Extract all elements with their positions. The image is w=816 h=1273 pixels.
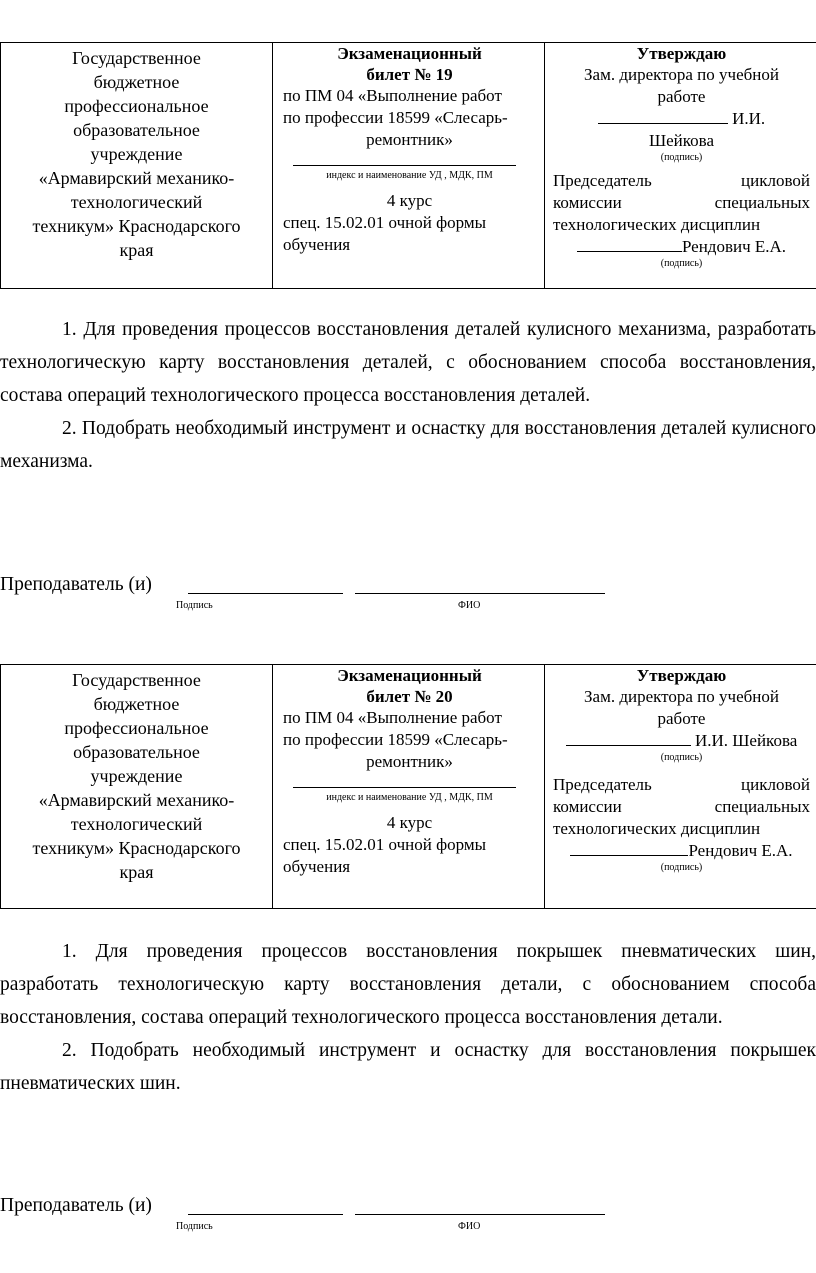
subject-line: по профессии 18599 «Слесарь- <box>283 108 508 127</box>
course: 4 курс <box>386 191 433 210</box>
signature-caption: (подпись) <box>660 752 703 763</box>
ticket-number: билет № 20 <box>366 687 453 706</box>
index-caption: индекс и наименование УД , МДК, ПМ <box>326 792 493 803</box>
chair-signature-line: Рендович Е.А. <box>553 236 810 258</box>
ticket-info-cell <box>273 665 545 909</box>
index-underline <box>293 787 516 788</box>
teacher-label: Преподаватель (и) <box>0 1195 152 1216</box>
task-item: 1. Для проведения процессов восстановления покрышек пневматических шин, разработать технологическую карту восстановления детали, с обоснованием способа восстановления, состава операций технологического процесса восстановления детали. <box>0 941 816 1028</box>
approve-heading: Утверждаю <box>636 666 727 685</box>
study-form: обучения <box>283 857 351 876</box>
chair-title: Председатель цикловой <box>553 775 810 794</box>
subject-line: ремонтник» <box>366 752 453 771</box>
deputy-title: работе <box>657 709 706 728</box>
chair-title: технологических дисциплин <box>553 215 761 234</box>
deputy-signature-line: И.И. <box>553 108 810 130</box>
institution-cell <box>1 665 273 909</box>
signature-caption: Подпись <box>176 600 213 611</box>
signature-caption: (подпись) <box>660 152 703 163</box>
deputy-signature-line: И.И. Шейкова <box>553 730 810 752</box>
ticket-header-table <box>0 42 816 289</box>
chair-signature-line: Рендович Е.А. <box>553 840 810 862</box>
task-item: 2. Подобрать необходимый инструмент и оснастку для восстановления покрышек пневматических шин. <box>0 1040 816 1094</box>
fio-caption: ФИО <box>458 1221 481 1232</box>
chair-title: технологических дисциплин <box>553 819 761 838</box>
ticket-number: билет № 19 <box>366 65 453 84</box>
institution-cell <box>1 43 273 289</box>
signature-caption: Подпись <box>176 1221 213 1232</box>
specialty: спец. 15.02.01 очной формы <box>283 835 487 854</box>
deputy-name: Шейкова <box>648 131 715 150</box>
chair-title: комиссии специальных <box>553 193 810 212</box>
teacher-signature-line <box>188 1214 343 1215</box>
subject-line: по профессии 18599 «Слесарь- <box>283 730 508 749</box>
deputy-title: Зам. директора по учебной <box>584 65 779 84</box>
subject-line: по ПМ 04 «Выполнение работ <box>283 708 502 727</box>
institution-name: Государственное бюджетное профессиональное образовательное учреждение «Армавирский механико- технологический техникум» Краснодарского края <box>32 670 241 882</box>
ticket-title: Экзаменационный <box>337 44 482 63</box>
approval-cell <box>545 43 816 289</box>
signature-underline <box>566 732 691 746</box>
course: 4 курс <box>386 813 433 832</box>
approve-heading: Утверждаю <box>636 44 727 63</box>
specialty: спец. 15.02.01 очной формы <box>283 213 487 232</box>
chair-title: комиссии специальных <box>553 797 810 816</box>
signature-caption: (подпись) <box>660 862 703 873</box>
teacher-name-line <box>355 593 605 594</box>
ticket-title: Экзаменационный <box>337 666 482 685</box>
fio-caption: ФИО <box>458 600 481 611</box>
task-item: 1. Для проведения процессов восстановления деталей кулисного механизма, разработать технологическую карту восстановления деталей, с обоснованием способа восстановления, состава операций технологического процесса восстановления деталей. <box>0 319 816 406</box>
teacher-signature-19 <box>0 573 816 613</box>
task-item: 2. Подобрать необходимый инструмент и оснастку для восстановления деталей кулисного механизма. <box>0 418 816 472</box>
approval-cell <box>545 665 816 909</box>
subject-line: ремонтник» <box>366 130 453 149</box>
signature-underline <box>598 110 728 124</box>
index-underline <box>293 165 516 166</box>
deputy-title: работе <box>657 87 706 106</box>
task-block-20 <box>0 935 816 1100</box>
signature-underline <box>570 842 688 856</box>
subject-line: по ПМ 04 «Выполнение работ <box>283 86 502 105</box>
institution-name: Государственное бюджетное профессиональное образовательное учреждение «Армавирский механико- технологический техникум» Краснодарского края <box>32 48 241 260</box>
teacher-label: Преподаватель (и) <box>0 574 152 595</box>
task-block-19 <box>0 313 816 478</box>
deputy-title: Зам. директора по учебной <box>584 687 779 706</box>
teacher-signature-line <box>188 593 343 594</box>
ticket-20 <box>0 664 816 909</box>
chair-title: Председатель цикловой <box>553 171 810 190</box>
study-form: обучения <box>283 235 351 254</box>
teacher-name-line <box>355 1214 605 1215</box>
teacher-signature-20 <box>0 1194 816 1234</box>
ticket-info-cell <box>273 43 545 289</box>
index-caption: индекс и наименование УД , МДК, ПМ <box>326 170 493 181</box>
ticket-19 <box>0 42 816 289</box>
signature-underline <box>577 238 682 252</box>
ticket-header-table <box>0 664 816 909</box>
signature-caption: (подпись) <box>660 258 703 269</box>
